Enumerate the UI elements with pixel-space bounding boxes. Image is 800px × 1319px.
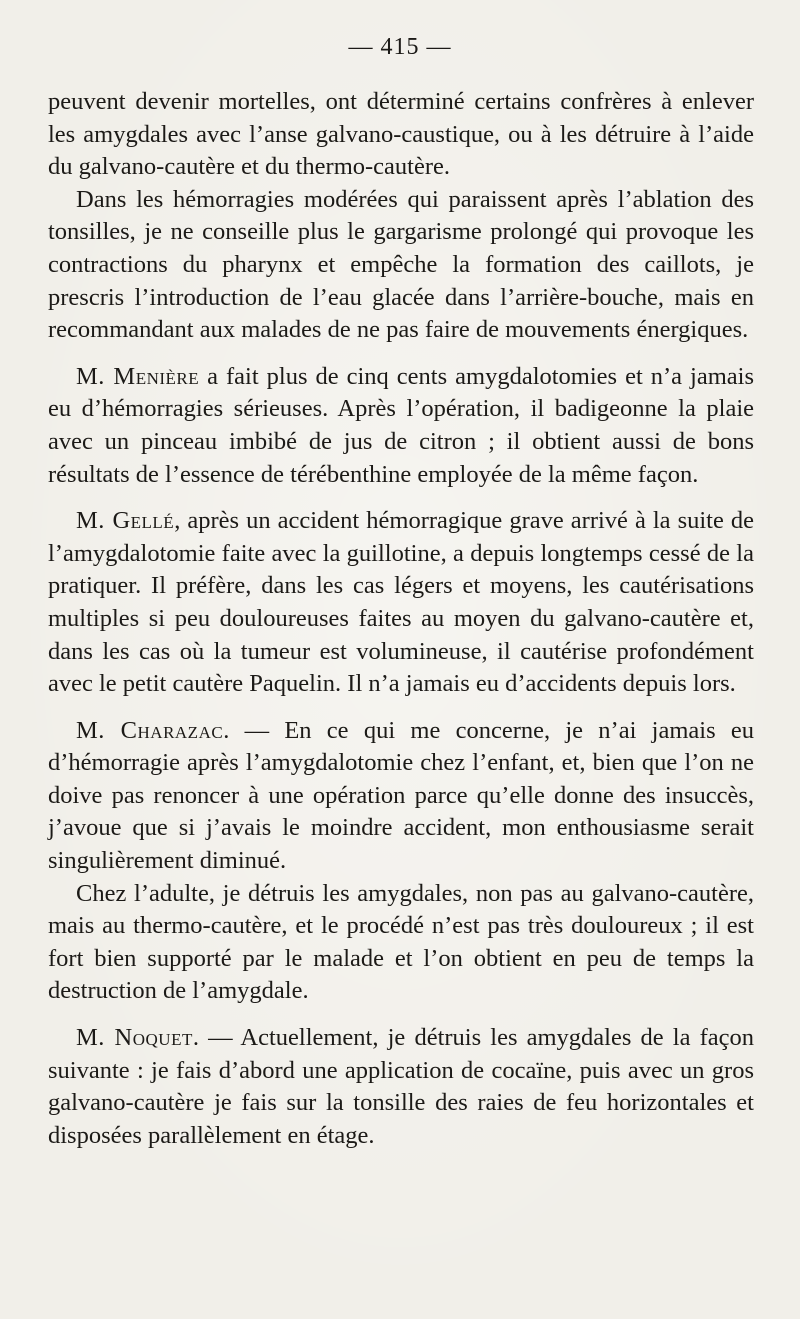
speaker-name: M. Gellé bbox=[76, 507, 175, 535]
paragraph-charazac bbox=[48, 715, 754, 878]
paragraph-meniere bbox=[48, 361, 754, 491]
paragraph-continuation bbox=[48, 86, 754, 184]
paragraph-text: peuvent devenir mortelles, ont déterminé certains confrères à enlever les amygdales avec l’anse galvano-caustique, ou à les détruire à l’aide du galvano-cautère et du thermo-cautère. bbox=[48, 88, 754, 181]
paragraph-text: a fait plus de cinq cents amygdalotomies et n’a jamais eu d’hémorragies sérieuses. Après l’opération, il badigeonne la plaie avec un pinceau imbibé de jus de citron ; il obtient aussi de bons résultats de l’essence de térébenthine employée de la même façon. bbox=[48, 362, 754, 488]
paragraph-text: Dans les hémorragies modérées qui paraissent après l’ablation des tonsilles, je ne conseille plus le gargarisme prolongé qui provoque les contractions du pharynx et empêche la formation des caillots, je prescris l’introduction de l’eau glacée dans l’arrière-bouche, mais en recommandant aux malades de ne pas faire de mouvements énergiques. bbox=[48, 185, 754, 344]
body-text bbox=[48, 86, 754, 1152]
paragraph-adult-treatment bbox=[48, 878, 754, 1008]
speaker-name: M. Noquet bbox=[76, 1024, 193, 1052]
page-number: — 415 — bbox=[348, 34, 452, 60]
paragraph-noquet bbox=[48, 1022, 754, 1152]
paragraph-hemorrhage-treatment bbox=[48, 184, 754, 347]
paragraph-text: Chez l’adulte, je détruis les amygdales, non pas au galvano-cautère, mais au thermo-cautère, et le procédé n’est pas très douloureux ; il est fort bien supporté par le malade et l’on obtient en peu de temps la destruction de l’amygdale. bbox=[48, 879, 754, 1005]
paragraph-gelle bbox=[48, 505, 754, 701]
speaker-name: M. Menière bbox=[76, 362, 200, 390]
paragraph-text: , après un accident hémorragique grave arrivé à la suite de l’amygdalotomie faite avec la guillotine, a depuis longtemps cessé de la pratiquer. Il préfère, dans les cas légers et moyens, les cautérisations multiples si peu douloureuses faites au moyen du galvano-cautère et, dans les cas où la tumeur est volumineuse, il cautérise profondément avec le petit cautère Paquelin. Il n’a jamais eu d’accidents depuis lors. bbox=[48, 507, 755, 698]
paragraph-text: . — Actuellement, je détruis les amygdales de la façon suivante : je fais d’abord une application de cocaïne, puis avec un gros galvano-cautère je fais sur la tonsille des raies de feu horizontales et disposées parallèlement en étage. bbox=[48, 1024, 755, 1149]
paragraph-text: . — En ce qui me concerne, je n’ai jamais eu d’hémorragie après l’amygdalotomie chez l’enfant, et, bien que l’on ne doive pas renoncer à une opération parce qu’elle donne des insuccès, j’avoue que si j’avais le moindre accident, mon enthousiasme serait singulièrement diminué. bbox=[48, 716, 754, 875]
speaker-name: M. Charazac bbox=[76, 716, 224, 744]
